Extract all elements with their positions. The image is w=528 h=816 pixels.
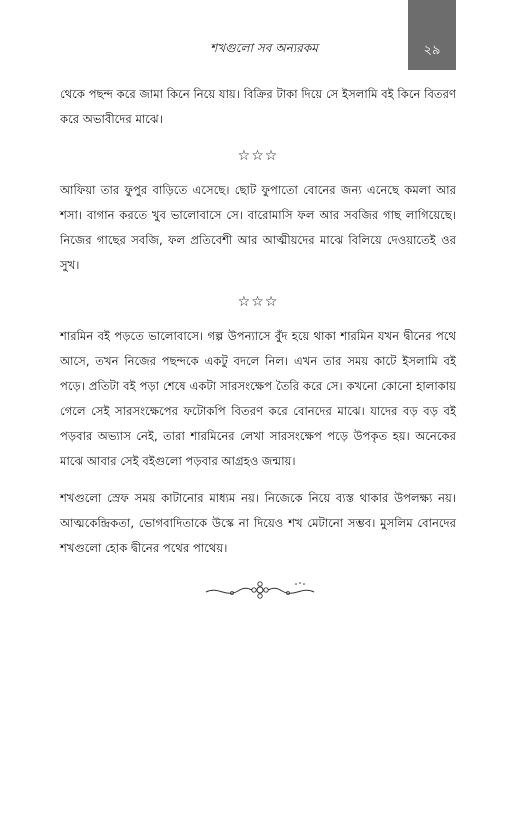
paragraph-1: থেকে পছন্দ করে জামা কিনে নিয়ে যায়। বিক্রির টাকা দিয়ে সে ইসলামি বই কিনে বিতরণ করে অভাবীদের মাঝে।	[60, 87, 456, 126]
paragraph-4: শখগুলো স্রেফ সময় কাটানোর মাধ্যম নয়। নিজেকে নিয়ে ব্যস্ত থাকার উপলক্ষ্য নয়। আত্মকেন্দ্রিকতা, ভোগবাদিতাকে উস্কে না দিয়েও শখ মেটানো সম্ভব। মুসলিম বোনদের শখগুলো হোক দ্বীনের পথের পাথেয়।	[60, 491, 456, 555]
page-number-tab	[408, 0, 456, 70]
floral-divider-icon	[204, 578, 316, 602]
page-number: ২৯	[423, 43, 441, 58]
paragraph-3: শারমিন বই পড়তে ভালোবাসে। গল্প উপন্যাসে বুঁদ হয়ে থাকা শারমিন যখন দ্বীনের পথে আসে, তখন নিজের পছন্দকে একটু বদলে নিল। এখন তার সময় কাটে ইসলামি বই পড়ে। প্রতিটা বই পড়া শেষে একটা সারসংক্ষেপ তৈরি করে সে। কখনো কোনো হালাকায় গেলে সেই সারসংক্ষেপের ফটোকপি বিতরণ করে বোনদের মাঝে। যাদের বড় বড় বই পড়বার অভ্যাস নেই, তারা শারমিনের লেখা সারসংক্ষেপ পড়ে উপকৃত হয়। অনেকের মাঝে আবার সেই বইগুলো পড়বার আগ্রহও জন্মায়।	[60, 329, 456, 468]
page-body	[60, 82, 456, 573]
paragraph-2: আফিয়া তার ফুপুর বাড়িতে এসেছে। ছোট ফুপাতো বোনের জন্য এনেছে কমলা আর শসা। বাগান করতে খুব ভালোবাসে সে। বারোমাসি ফল আর সবজির গাছ লাগিয়েছে। নিজের গাছের সবজি, ফল প্রতিবেশী আর আত্মীয়দের মাঝে বিলিয়ে দেওয়াতেই ওর সুখ।	[60, 183, 456, 272]
star-separator-1: ☆☆☆	[237, 148, 279, 164]
running-header-title: শখগুলো সব অন্যরকম	[210, 41, 318, 55]
star-separator-2: ☆☆☆	[237, 294, 279, 310]
